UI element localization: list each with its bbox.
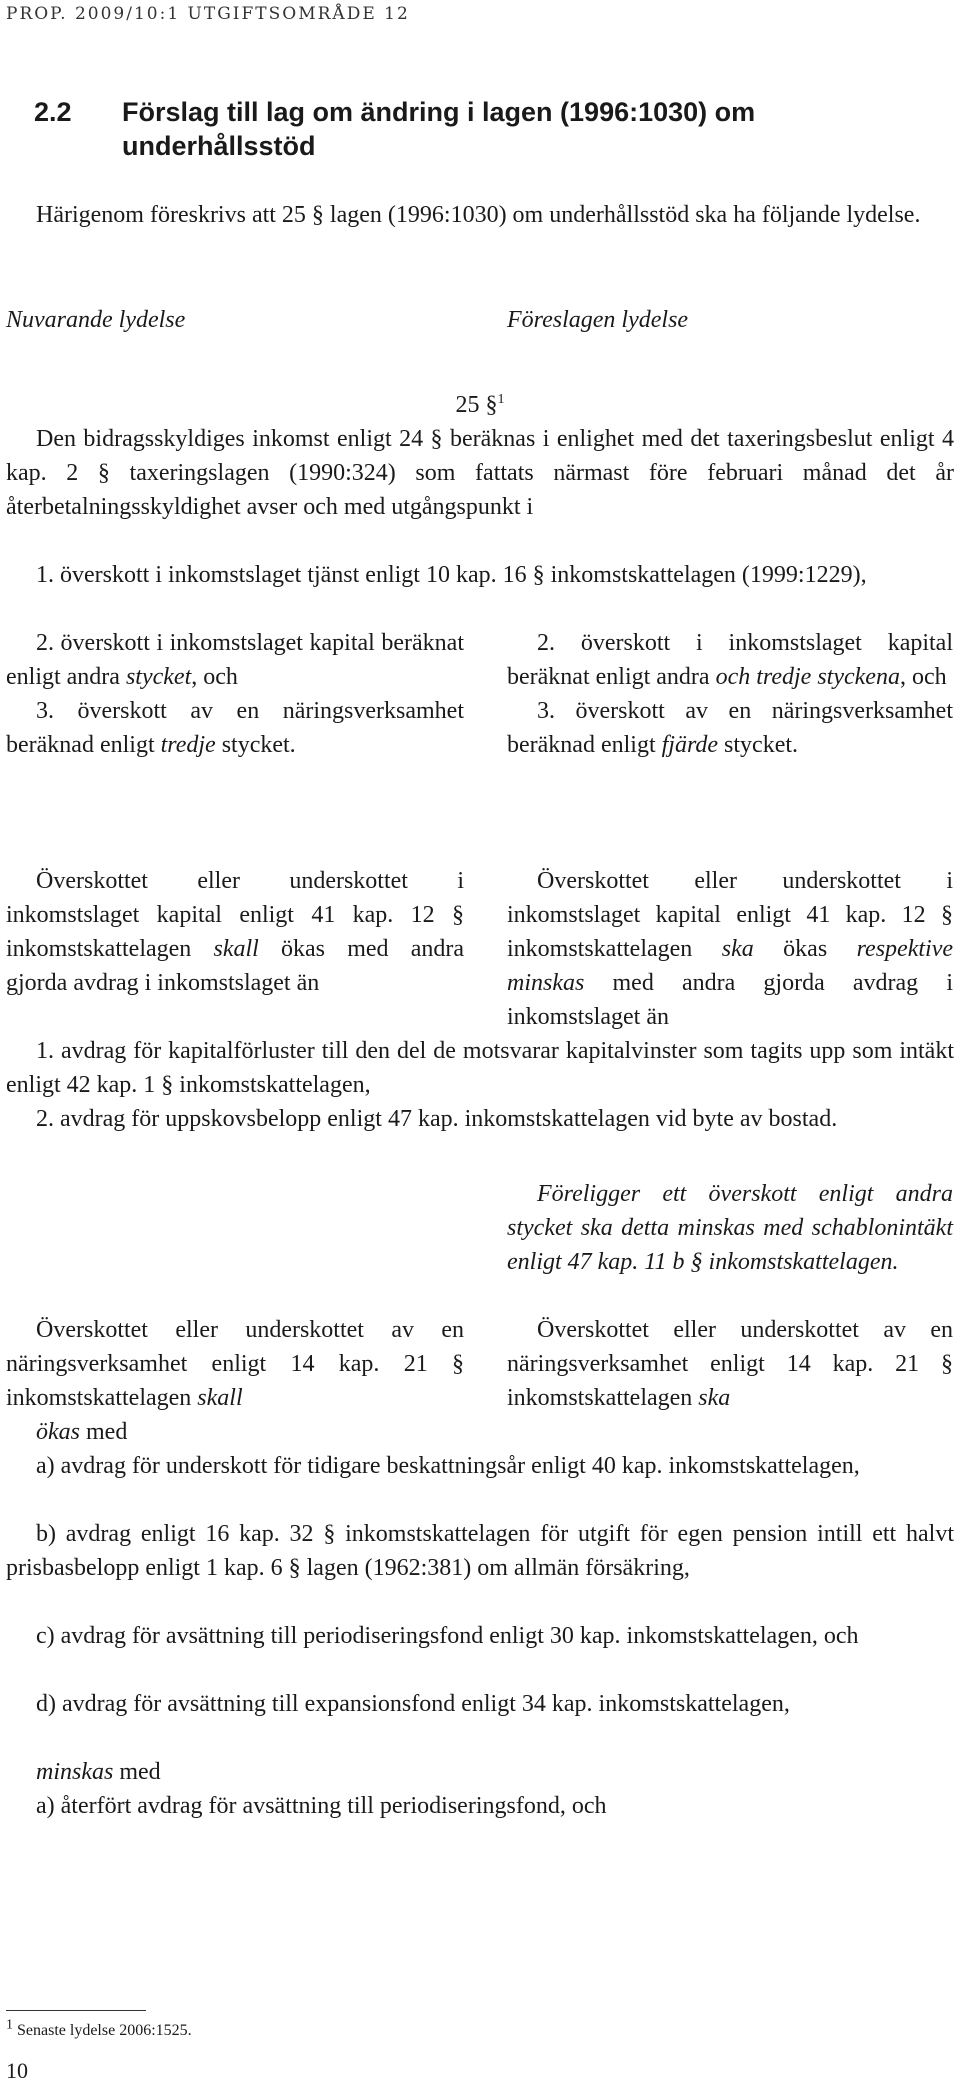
current-item-2: 2. överskott i inkomstslaget kapital beräknat enligt andra stycket, och [6, 630, 464, 690]
text-p4: 2. avdrag för uppskovsbelopp enligt 47 kap. inkomstskattelagen vid byte av bostad. [36, 1106, 838, 1132]
list-item-d: d) avdrag för avsättning till expansionsfond enligt 34 kap. inkomstskattelagen, [36, 1691, 790, 1717]
proposed-new-paragraph: Föreligger ett överskott enligt andra stycket ska detta minskas med schablonintäkt enligt 47 kap. 11 b § inkomstskattelagen. [507, 1181, 953, 1275]
section-title-line2: underhållsstöd [122, 131, 316, 161]
proposed-capital-paragraph: Överskottet eller underskottet i inkomstslaget kapital enligt 41 kap. 12 § inkomstskattelagen ska ökas respektive minskas med andra gjorda avdrag i inkomstslaget än [507, 868, 953, 1030]
footnote-divider [6, 2010, 146, 2011]
paragraph-number [6, 388, 954, 422]
paragraph-label: 25 § [455, 392, 498, 418]
section-title-line1: Förslag till lag om ändring i lagen (1996:1030) om [122, 97, 756, 127]
current-item-3: 3. överskott av en näringsverksamhet beräknad enligt tredje stycket. [6, 698, 464, 758]
proposed-item-2-3 [507, 626, 953, 762]
page-number: 10 [6, 2058, 28, 2083]
current-capital-paragraph: Överskottet eller underskottet i inkomstslaget kapital enligt 41 kap. 12 § inkomstskattelagen skall ökas med andra gjorda avdrag i inkomstslaget än [6, 868, 465, 996]
current-business-paragraph: Överskottet eller underskottet av en näringsverksamhet enligt 14 kap. 21 § inkomstskattelagen skall [6, 1317, 464, 1411]
footnote: 1 Senaste lydelse 2006:1525. [6, 2017, 192, 2039]
text-minskas: minskas med [36, 1759, 161, 1785]
section-number: 2.2 [34, 97, 72, 127]
running-header: PROP. 2009/10:1 UTGIFTSOMRÅDE 12 [6, 4, 410, 24]
current-wording-heading: Nuvarande lydelse [6, 307, 186, 333]
text-okas: ökas med [36, 1419, 128, 1445]
current-item-2-3 [6, 626, 464, 762]
section-title [34, 95, 894, 163]
proposed-business-paragraph: Överskottet eller underskottet av en näringsverksamhet enligt 14 kap. 21 § inkomstskattelagen ska [507, 1317, 953, 1411]
list-item-b: b) avdrag enligt 16 kap. 32 § inkomstskattelagen för utgift för egen pension intill ett halvt prisbasbelopp enligt 1 kap. 6 § lagen (1962:381) om allmän försäkring, [6, 1521, 954, 1581]
proposed-item-2: 2. överskott i inkomstslaget kapital beräknat enligt andra och tredje styckena, och [507, 630, 953, 690]
list-item-a: a) avdrag för underskott för tidigare beskattningsår enligt 40 kap. inkomstskattelagen, [36, 1453, 860, 1479]
proposed-wording-heading: Föreslagen lydelse [507, 307, 689, 333]
text-p2: 1. överskott i inkomstslaget tjänst enligt 10 kap. 16 § inkomstskattelagen (1999:1229), [36, 562, 867, 588]
list-item-c: c) avdrag för avsättning till periodiseringsfond enligt 30 kap. inkomstskattelagen, och [36, 1623, 859, 1649]
proposed-item-3: 3. överskott av en näringsverksamhet beräknad enligt fjärde stycket. [507, 698, 953, 758]
intro-text: Härigenom föreskrivs att 25 § lagen (1996:1030) om underhållsstöd ska ha följande lydelse. [36, 202, 921, 228]
list-item-a2: a) återfört avdrag för avsättning till periodiseringsfond, och [36, 1793, 607, 1819]
text-p3: 1. avdrag för kapitalförluster till den del de motsvarar kapitalvinster som tagits upp som intäkt enligt 42 kap. 1 § inkomstskattelagen, [6, 1038, 954, 1098]
footnote-ref: 1 [497, 392, 505, 407]
text-p1: Den bidragsskyldiges inkomst enligt 24 § beräknas i enlighet med det taxeringsbeslut enligt 4 kap. 2 § taxeringslagen (1990:324) som fattats närmast före februari månad det år återbetalningsskyldighet avser och med utgångspunkt i [6, 426, 954, 520]
